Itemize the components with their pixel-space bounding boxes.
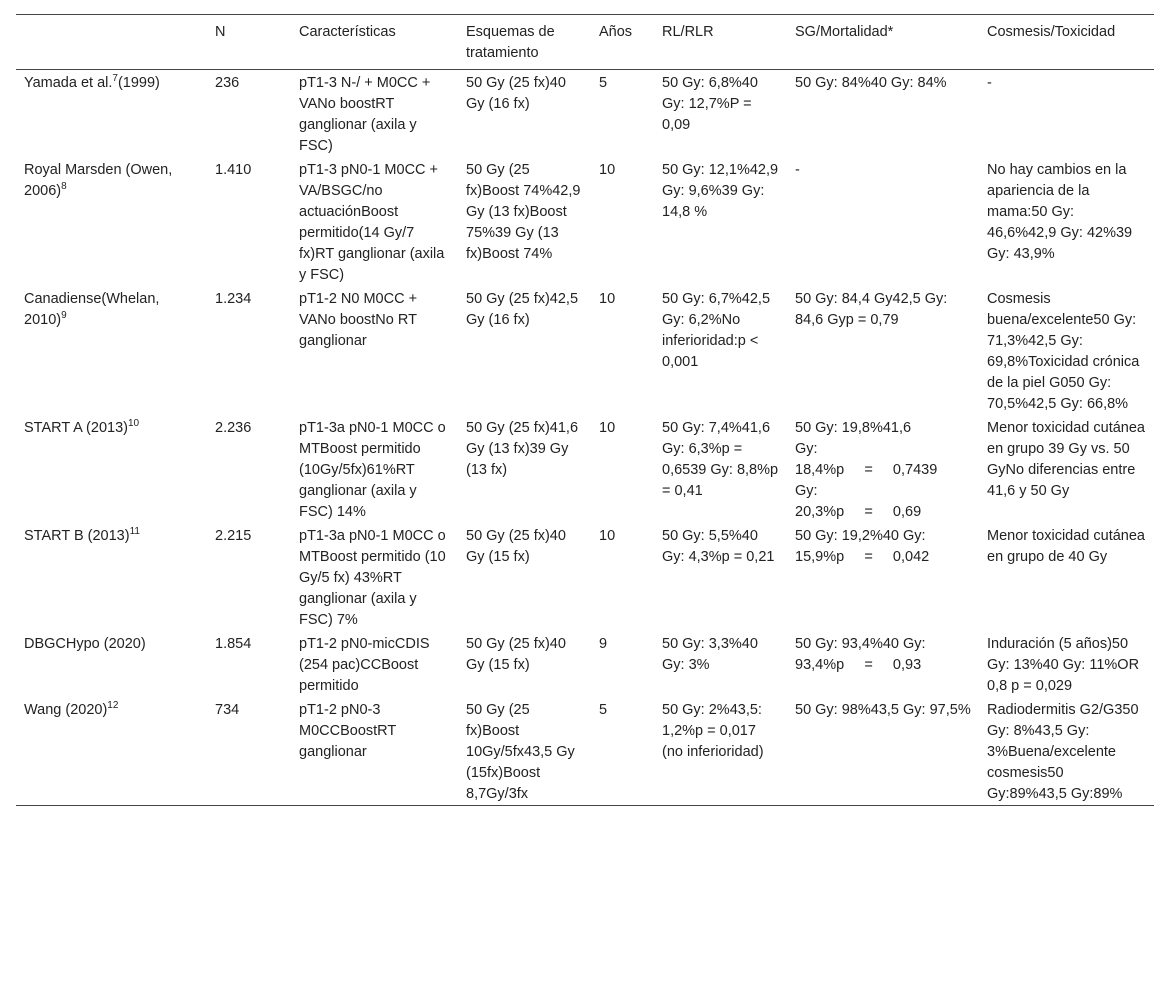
results-table (16, 14, 1154, 806)
cell-study (16, 697, 207, 806)
cell-n: 1.854 (215, 636, 252, 652)
cell-rl: 50 Gy: 2%43,5: 1,2%p = 0,017 (no inferioridad) (662, 702, 764, 760)
header-study (16, 15, 207, 70)
cell-cosmesis: - (987, 75, 992, 91)
cell-n: 236 (215, 75, 240, 91)
cell-anos: 10 (599, 528, 616, 544)
cell-cosmesis: Menor toxicidad cutánea en grupo de 40 Gy (987, 528, 1145, 565)
header-caracteristicas: Características (299, 24, 396, 40)
table-row (16, 286, 1154, 415)
cell-study (16, 523, 207, 631)
cell-caracteristicas: pT1-2 N0 M0CC + VANo boostNo RT ganglionar (299, 291, 418, 349)
cell-anos: 9 (599, 636, 608, 652)
cell-sg: 50 Gy: 98%43,5 Gy: 97,5% (795, 702, 971, 718)
study-name: START A (2013) (24, 420, 128, 436)
cell-sg: 50 Gy: 84,4 Gy42,5 Gy: 84,6 Gyp = 0,79 (795, 291, 948, 328)
table-row (16, 631, 1154, 697)
ref-sup: 10 (127, 418, 140, 430)
study-name: START B (2013) (24, 528, 130, 544)
cell-esquemas: 50 Gy (25 fx)Boost 10Gy/5fx43,5 Gy (15fx)Boost 8,7Gy/3fx (466, 702, 575, 802)
cell-n: 1.410 (215, 162, 252, 178)
cell-esquemas: 50 Gy (25 fx)40 Gy (16 fx) (466, 75, 566, 112)
study-name: Wang (2020) (24, 702, 108, 718)
cell-rl: 50 Gy: 6,8%40 Gy: 12,7%P = 0,09 (662, 75, 758, 133)
cell-rl: 50 Gy: 6,7%42,5 Gy: 6,2%No inferioridad:p < 0,001 (662, 291, 771, 370)
cell-esquemas: 50 Gy (25 fx)Boost 74%42,9 Gy (13 fx)Boost 75%39 Gy (13 fx)Boost 74% (466, 162, 581, 262)
ref-sup: 12 (107, 700, 119, 712)
ref-sup: 7 (112, 73, 118, 85)
sg-line: 15,9%p = 0,042 (795, 549, 930, 565)
cell-study (16, 157, 207, 286)
ref-sup: 9 (61, 310, 67, 322)
sg-line: 18,4%p = 0,7439 (795, 462, 938, 478)
sg-line: 50 Gy: 19,8%41,6 (795, 420, 912, 436)
cell-cosmesis: No hay cambios en la apariencia de la mama:50 Gy: 46,6%42,9 Gy: 42%39 Gy: 43,9% (987, 162, 1133, 262)
cell-n: 734 (215, 702, 240, 718)
header-cosmesis: Cosmesis/Toxicidad (987, 24, 1116, 40)
cell-esquemas: 50 Gy (25 fx)40 Gy (15 fx) (466, 528, 566, 565)
cell-n: 1.234 (215, 291, 252, 307)
study-name: Royal Marsden (Owen, 2006) (24, 162, 173, 199)
cell-n: 2.215 (215, 528, 252, 544)
cell-caracteristicas: pT1-2 pN0-3 M0CCBoostRT ganglionar (299, 702, 396, 760)
table-row (16, 697, 1154, 806)
study-name: Yamada et al. (24, 75, 113, 91)
cell-caracteristicas: pT1-3a pN0-1 M0CC o MTBoost permitido (10Gy/5fx)61%RT ganglionar (axila y FSC) 14% (299, 420, 446, 520)
cell-sg (787, 631, 979, 697)
header-n: N (215, 24, 226, 40)
ref-sup: 11 (129, 526, 140, 538)
table-header-row (16, 15, 1154, 70)
table-container (16, 14, 1154, 806)
table-row (16, 70, 1154, 158)
cell-rl: 50 Gy: 12,1%42,9 Gy: 9,6%39 Gy: 14,8 % (662, 162, 779, 220)
sg-line: 93,4%p = 0,93 (795, 657, 922, 673)
table-row (16, 415, 1154, 523)
table-row (16, 523, 1154, 631)
cell-cosmesis: Radiodermitis G2/G350 Gy: 8%43,5 Gy: 3%Buena/excelente cosmesis50 Gy:89%43,5 Gy:89% (987, 702, 1139, 802)
header-rl: RL/RLR (662, 24, 714, 40)
cell-esquemas: 50 Gy (25 fx)40 Gy (15 fx) (466, 636, 566, 673)
sg-line: 20,3%p = 0,69 (795, 504, 922, 520)
cell-caracteristicas: pT1-3a pN0-1 M0CC o MTBoost permitido (10 Gy/5 fx) 43%RT ganglionar (axila y FSC) 7% (299, 528, 446, 628)
sg-line: Gy: (795, 483, 818, 499)
ref-sup: 8 (61, 181, 67, 193)
sg-line: Gy: (795, 441, 818, 457)
cell-sg (787, 415, 979, 523)
cell-cosmesis: Induración (5 años)50 Gy: 13%40 Gy: 11%OR 0,8 p = 0,029 (987, 636, 1140, 694)
cell-study (16, 70, 207, 158)
cell-rl: 50 Gy: 3,3%40 Gy: 3% (662, 636, 758, 673)
cell-sg: - (795, 162, 800, 178)
cell-esquemas: 50 Gy (25 fx)42,5 Gy (16 fx) (466, 291, 579, 328)
cell-study (16, 415, 207, 523)
sg-line: 50 Gy: 19,2%40 Gy: (795, 528, 926, 544)
study-name: DBGCHypo (2020) (24, 636, 146, 652)
cell-anos: 10 (599, 291, 616, 307)
cell-n: 2.236 (215, 420, 252, 436)
cell-anos: 10 (599, 162, 616, 178)
cell-esquemas: 50 Gy (25 fx)41,6 Gy (13 fx)39 Gy (13 fx) (466, 420, 579, 478)
cell-anos: 5 (599, 75, 608, 91)
cell-cosmesis: Cosmesis buena/excelente50 Gy: 71,3%42,5 Gy: 69,8%Toxicidad crónica de la piel G050 Gy: 70,5%42,5 Gy: 66,8% (987, 291, 1140, 412)
study-suffix: (1999) (117, 75, 160, 91)
cell-anos: 10 (599, 420, 616, 436)
cell-rl: 50 Gy: 7,4%41,6 Gy: 6,3%p = 0,6539 Gy: 8,8%p = 0,41 (662, 420, 779, 499)
cell-caracteristicas: pT1-3 N-/ + M0CC + VANo boostRT ganglionar (axila y FSC) (299, 75, 431, 154)
cell-study (16, 631, 207, 697)
header-sg: SG/Mortalidad* (795, 24, 894, 40)
cell-study (16, 286, 207, 415)
cell-caracteristicas: pT1-2 pN0-micCDIS (254 pac)CCBoost permitido (299, 636, 430, 694)
header-esquemas: Esquemas de tratamiento (466, 24, 555, 61)
study-name: Canadiense(Whelan, 2010) (24, 291, 160, 328)
cell-cosmesis: Menor toxicidad cutánea en grupo 39 Gy vs. 50 GyNo diferencias entre 41,6 y 50 Gy (987, 420, 1145, 499)
sg-line: 50 Gy: 93,4%40 Gy: (795, 636, 926, 652)
cell-anos: 5 (599, 702, 608, 718)
cell-sg: 50 Gy: 84%40 Gy: 84% (795, 75, 947, 91)
cell-sg (787, 523, 979, 631)
cell-rl: 50 Gy: 5,5%40 Gy: 4,3%p = 0,21 (662, 528, 775, 565)
header-anos: Años (599, 24, 633, 40)
table-row (16, 157, 1154, 286)
cell-caracteristicas: pT1-3 pN0-1 M0CC + VA/BSGC/no actuaciónBoost permitido(14 Gy/7 fx)RT ganglionar (axila y FSC) (299, 162, 445, 283)
